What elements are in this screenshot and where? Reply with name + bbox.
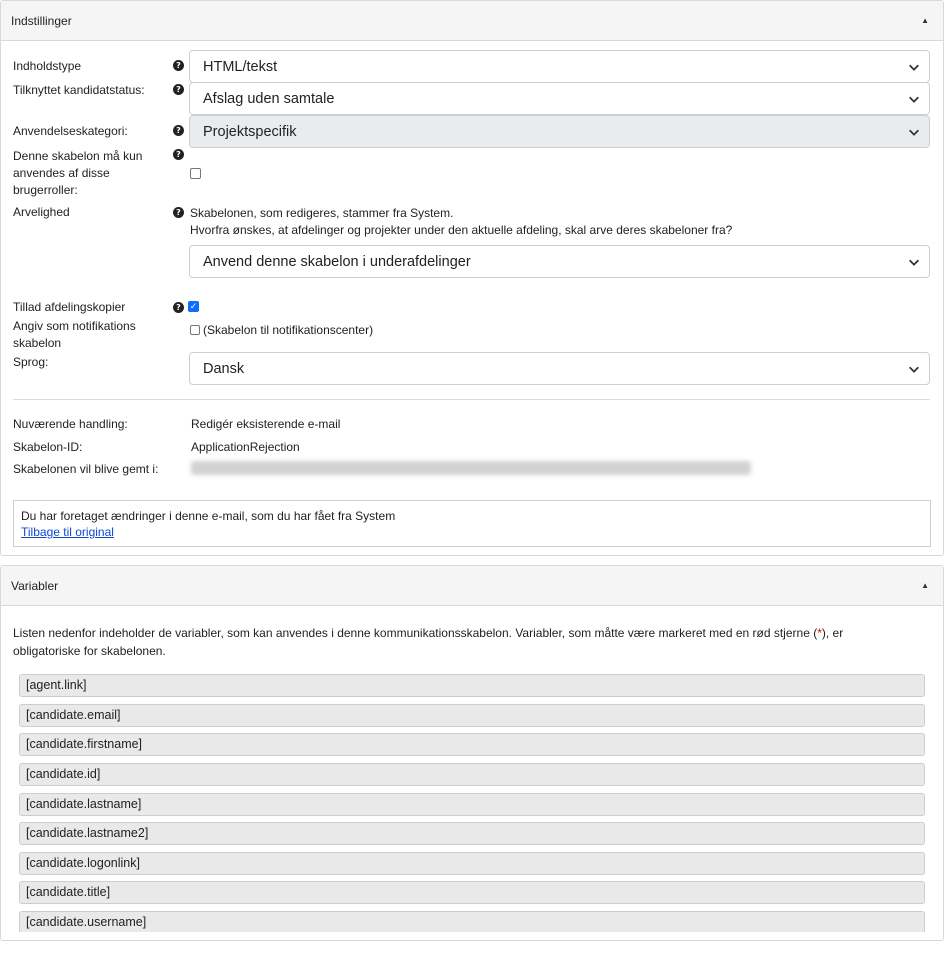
question-circle-icon[interactable]: ? xyxy=(173,302,184,313)
variables-intro-part2: ), er xyxy=(821,626,844,640)
candidate-status-select[interactable] xyxy=(189,82,930,115)
inheritance-label: Arvelighed xyxy=(13,205,70,219)
variables-panel-title: Variabler xyxy=(11,578,59,593)
language-label: Sprog: xyxy=(13,355,49,369)
variable-item[interactable]: [candidate.firstname] xyxy=(19,733,925,756)
settings-panel-title: Indstillinger xyxy=(11,13,72,28)
caret-up-icon[interactable]: ▲ xyxy=(921,16,929,25)
template-id-value: ApplicationRejection xyxy=(191,440,300,454)
chevron-down-icon xyxy=(907,362,921,376)
candidate-status-value: Afslag uden samtale xyxy=(203,90,335,107)
variable-item[interactable]: [candidate.username] xyxy=(19,911,925,932)
content-type-label: Indholdstype xyxy=(13,59,82,73)
variable-item[interactable]: [agent.link] xyxy=(19,674,925,697)
question-circle-icon[interactable]: ? xyxy=(173,84,184,95)
variable-item[interactable]: [candidate.lastname2] xyxy=(19,822,925,845)
notification-label-line2: skabelon xyxy=(13,336,62,350)
variables-intro xyxy=(13,624,933,660)
notification-label-line1: Angiv som notifikations xyxy=(13,319,136,333)
variable-item[interactable]: [candidate.email] xyxy=(19,704,925,727)
saved-in-label: Skabelonen vil blive gemt i: xyxy=(13,462,159,476)
current-action-label: Nuværende handling: xyxy=(13,417,128,431)
required-star: * xyxy=(817,626,822,640)
question-circle-icon[interactable]: ? xyxy=(173,125,184,136)
variables-intro-line2: obligatoriske for skabelonen. xyxy=(13,644,166,658)
caret-up-icon[interactable]: ▲ xyxy=(921,581,929,590)
inheritance-text-1: Skabelonen, som redigeres, stammer fra System. xyxy=(190,206,454,220)
template-id-label: Skabelon-ID: xyxy=(13,440,83,454)
back-to-original-link[interactable]: Tilbage til original xyxy=(21,525,114,539)
inheritance-text-2: Hvorfra ønskes, at afdelinger og projekter under den aktuelle afdeling, skal arve deres skabeloner fra? xyxy=(190,223,733,237)
variable-item[interactable]: [candidate.logonlink] xyxy=(19,852,925,875)
content-type-value: HTML/tekst xyxy=(203,58,278,75)
variable-item[interactable]: [candidate.title] xyxy=(19,881,925,904)
notification-option-label: (Skabelon til notifikationscenter) xyxy=(203,323,374,337)
settings-panel-header[interactable] xyxy=(1,1,943,41)
question-circle-icon[interactable]: ? xyxy=(173,149,184,160)
variable-item[interactable]: [candidate.id] xyxy=(19,763,925,786)
notification-checkbox[interactable] xyxy=(190,325,200,335)
department-copies-label: Tillad afdelingskopier xyxy=(13,300,126,314)
saved-in-value-redacted xyxy=(191,461,751,475)
roles-checkbox[interactable] xyxy=(190,168,201,179)
chevron-down-icon xyxy=(907,60,921,74)
variables-panel-header[interactable] xyxy=(1,566,943,606)
chevron-down-icon xyxy=(907,255,921,269)
usage-category-value: Projektspecifik xyxy=(203,123,297,140)
question-circle-icon[interactable]: ? xyxy=(173,207,184,218)
chevron-down-icon xyxy=(907,125,921,139)
content-type-select[interactable] xyxy=(189,50,930,83)
department-copies-checkbox[interactable]: ✓ xyxy=(189,301,198,311)
variable-item[interactable]: [candidate.lastname] xyxy=(19,793,925,816)
chevron-down-icon xyxy=(907,92,921,106)
usage-category-select xyxy=(189,115,930,148)
language-value: Dansk xyxy=(203,360,245,377)
usage-category-label: Anvendelseskategori: xyxy=(13,124,128,138)
inheritance-select[interactable] xyxy=(189,245,930,278)
variables-intro-part1: Listen nedenfor indeholder de variabler, som kan anvendes i denne kommunikationsskabelon. Variabler, som måtte være markeret med en rød stjerne ( xyxy=(13,626,818,640)
question-circle-icon[interactable]: ? xyxy=(173,60,184,71)
roles-label-line3: brugerroller: xyxy=(13,183,78,197)
roles-label-line1: Denne skabelon må kun xyxy=(13,149,143,163)
divider xyxy=(13,399,930,400)
current-action-value: Redigér eksisterende e-mail xyxy=(191,417,341,431)
changes-notice-text: Du har foretaget ændringer i denne e-mail, som du har fået fra System xyxy=(21,509,396,523)
changes-notice xyxy=(13,500,931,547)
roles-label-line2: anvendes af disse xyxy=(13,166,110,180)
inheritance-value: Anvend denne skabelon i underafdelinger xyxy=(203,253,471,270)
language-select[interactable] xyxy=(189,352,930,385)
candidate-status-label: Tilknyttet kandidatstatus: xyxy=(13,83,145,97)
